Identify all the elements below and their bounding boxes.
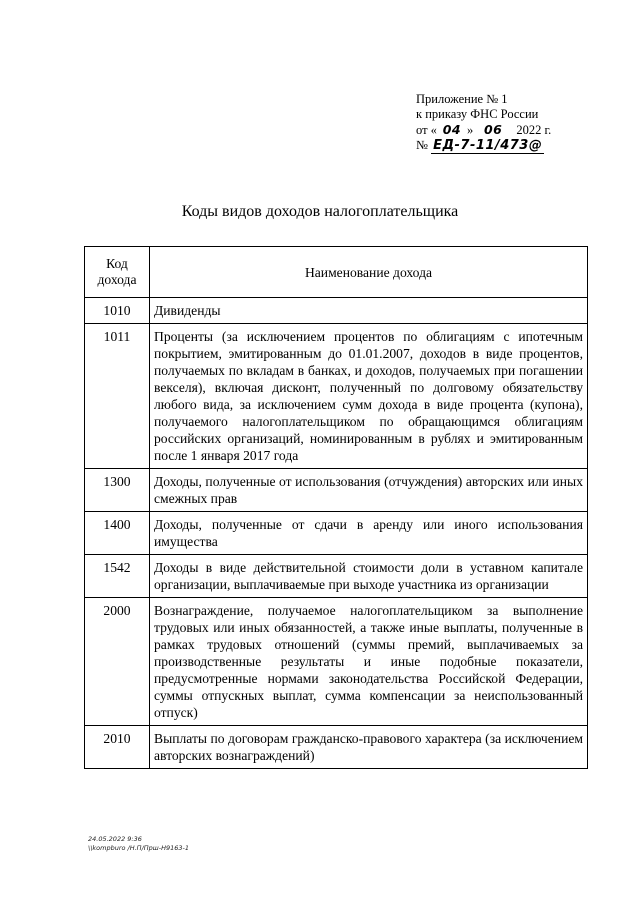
row-name: Доходы, полученные от сдачи в аренду или иного использования имущества xyxy=(150,512,588,555)
appendix-number xyxy=(416,138,551,154)
row-code: 2010 xyxy=(85,726,150,769)
row-name: Доходы в виде действительной стоимости доли в уставном капитале организации, выплачиваемые при выходе участника из организации xyxy=(150,555,588,598)
date-year: 2022 г. xyxy=(516,123,552,137)
appendix-block xyxy=(416,92,551,154)
header-name: Наименование дохода xyxy=(150,247,588,298)
print-footer xyxy=(88,835,189,853)
appendix-order-ref: к приказу ФНС России xyxy=(416,107,539,121)
table-row xyxy=(85,469,588,512)
row-code: 1011 xyxy=(85,324,150,469)
date-month: 06 xyxy=(483,122,503,137)
row-name: Проценты (за исключением процентов по облигациям с ипотечным покрытием, эмитированным до 01.01.2007, доходов в виде процентов, получаемых по вкладам в банках, и доходов, получаемых при погашении векселя), включая дисконт, полученный по долговому обязательству любого вида, за исключением сумм дохода в виде процента (купона), получаемого налогоплательщиком по обращающимся облигациям российских организаций, номинированным в рублях и эмитированным после 1 января 2017 года xyxy=(150,324,588,469)
row-name: Выплаты по договорам гражданско-правового характера (за исключением авторских вознаграждений) xyxy=(150,726,588,769)
row-code: 1542 xyxy=(85,555,150,598)
row-code: 1400 xyxy=(85,512,150,555)
table-header-row xyxy=(85,247,588,298)
row-name: Вознаграждение, получаемое налогоплательщиком за выполнение трудовых или иных обязанностей, а также иные выплаты, полученные в рамках трудовых отношений (суммы премий, выплачиваемых за производственные результаты и иные подобные показатели, предусмотренные нормами законодательства Российской Федерации, суммы отпускных выплат, сумма компенсации за неиспользованный отпуск) xyxy=(150,598,588,726)
number-prefix: № xyxy=(416,138,428,152)
footer-path: \\kompburo /Н.П/Прш-Н9163-1 xyxy=(88,844,189,852)
table-row xyxy=(85,726,588,769)
row-code: 2000 xyxy=(85,598,150,726)
date-prefix: от « xyxy=(416,123,437,137)
date-day: 04 xyxy=(442,122,462,137)
table-row xyxy=(85,298,588,324)
row-name: Дивиденды xyxy=(150,298,588,324)
appendix-title: Приложение № 1 xyxy=(416,92,508,106)
table-row xyxy=(85,598,588,726)
date-mid: » xyxy=(466,123,474,137)
appendix-date xyxy=(416,122,551,138)
table-row xyxy=(85,512,588,555)
row-name: Доходы, полученные от использования (отчуждения) авторских или иных смежных прав xyxy=(150,469,588,512)
table-row xyxy=(85,324,588,469)
table-row xyxy=(85,555,588,598)
header-code: Код дохода xyxy=(85,247,150,298)
income-codes-table xyxy=(84,246,588,769)
row-code: 1300 xyxy=(85,469,150,512)
document-title: Коды видов доходов налогоплательщика xyxy=(181,203,459,220)
order-number: ЕД-7-11/473@ xyxy=(433,138,543,153)
footer-timestamp: 24.05.2022 9:36 xyxy=(88,835,142,843)
row-code: 1010 xyxy=(85,298,150,324)
